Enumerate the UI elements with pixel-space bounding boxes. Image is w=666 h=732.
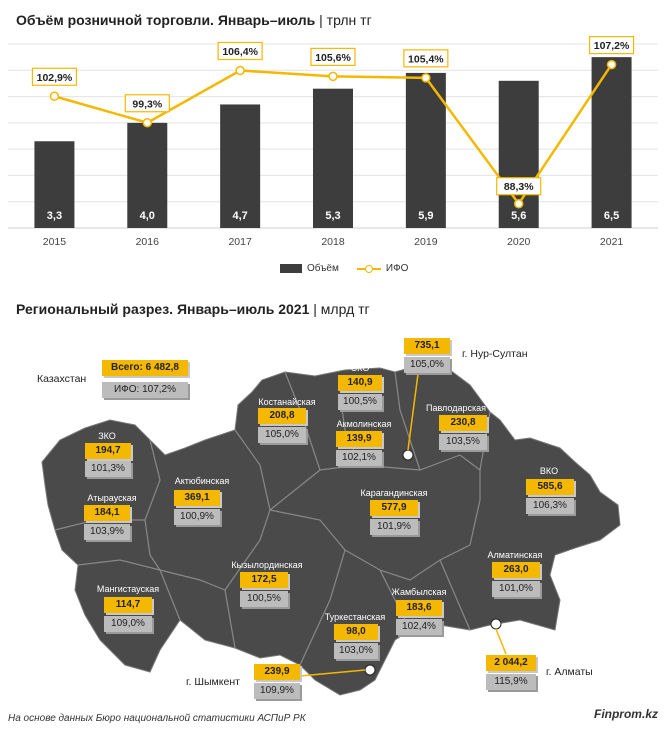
x-tick-label: 2017 xyxy=(228,236,252,248)
legend-label-volume: Объём xyxy=(307,263,339,274)
almaty-callout xyxy=(496,629,506,654)
city-value-shymkent: 239,9 xyxy=(254,664,300,680)
city-value-nur-sultan: 735,1 xyxy=(404,338,450,354)
x-tick-label: 2019 xyxy=(414,236,438,248)
legend-label-ifo: ИФО xyxy=(385,263,409,274)
bar-value-label: 5,6 xyxy=(511,210,527,222)
region-name-kostanay: Костанайская xyxy=(258,397,316,407)
region-value-zko: 194,7 xyxy=(85,443,131,459)
region-value-mangystau: 114,7 xyxy=(104,597,152,613)
bar-value-label: 3,3 xyxy=(46,210,63,222)
x-tick-label: 2015 xyxy=(42,236,67,248)
region-value-zhambyl: 183,6 xyxy=(396,600,442,616)
region-value-akmola: 139,9 xyxy=(336,431,382,447)
bar-value-label: 6,5 xyxy=(603,210,620,222)
region-ifo-vko: 106,3% xyxy=(526,498,574,514)
chart-title-unit: | трлн тг xyxy=(315,12,372,28)
region-ifo-zko: 101,3% xyxy=(85,461,131,477)
source-footer: На основе данных Бюро национальной статистики АСПиР РК xyxy=(8,713,306,724)
map-title-text: Региональный разрез. Январь–июль 2021 xyxy=(16,301,310,317)
region-value-almaty-region: 263,0 xyxy=(492,562,540,578)
bar-value-label: 5,3 xyxy=(325,210,341,222)
bar-value-label: 4,0 xyxy=(139,210,155,222)
ifo-value-label: 105,4% xyxy=(408,53,444,66)
x-tick-label: 2016 xyxy=(135,236,159,248)
region-ifo-aktobe: 100,9% xyxy=(174,509,220,525)
region-ifo-sko: 100,5% xyxy=(338,394,382,410)
ifo-value-label: 105,6% xyxy=(315,51,351,64)
region-value-kyzylorda: 172,5 xyxy=(240,572,288,588)
region-name-atyrau: Атырауская xyxy=(87,493,137,503)
city-ifo-shymkent: 109,9% xyxy=(254,683,300,699)
region-value-karaganda: 577,9 xyxy=(370,500,418,516)
city-ifo-almaty: 115,9% xyxy=(486,674,536,690)
almaty-marker xyxy=(491,619,501,629)
summary-ifo: ИФО: 107,2% xyxy=(102,382,188,398)
city-name-shymkent: г. Шымкент xyxy=(186,676,240,688)
ifo-value-label: 106,4% xyxy=(222,45,258,58)
region-name-pavlodar: Павлодарская xyxy=(426,403,486,413)
region-name-zhambyl: Жамбылская xyxy=(391,587,447,597)
region-name-kyzylorda: Кызылординская xyxy=(231,560,303,570)
ifo-value-label: 99,3% xyxy=(132,98,163,111)
region-value-atyrau: 184,1 xyxy=(84,505,130,521)
region-name-karaganda: Карагандинская xyxy=(360,488,428,498)
x-tick-label: 2020 xyxy=(507,236,531,248)
x-tick-label: 2021 xyxy=(599,236,624,248)
region-ifo-pavlodar: 103,5% xyxy=(439,434,487,450)
region-name-almaty-region: Алматинская xyxy=(487,550,543,560)
summary-total: Всего: 6 482,8 xyxy=(102,360,188,376)
region-ifo-atyrau: 103,9% xyxy=(84,524,130,540)
region-ifo-akmola: 102,1% xyxy=(336,450,382,466)
region-name-turkestan: Туркестанская xyxy=(324,612,386,622)
region-ifo-zhambyl: 102,4% xyxy=(396,619,442,635)
shymkent-marker xyxy=(365,665,375,675)
city-value-almaty: 2 044,2 xyxy=(486,655,536,671)
region-value-pavlodar: 230,8 xyxy=(439,415,487,431)
region-ifo-turkestan: 103,0% xyxy=(334,643,378,659)
region-value-aktobe: 369,1 xyxy=(174,490,220,506)
ifo-value-label: 107,2% xyxy=(593,40,630,53)
city-name-nur-sultan: г. Нур-Султан xyxy=(462,348,528,360)
region-value-kostanay: 208,8 xyxy=(258,408,306,424)
region-value-turkestan: 98,0 xyxy=(334,624,378,640)
region-ifo-almaty-region: 101,0% xyxy=(492,581,540,597)
summary-label: Казахстан xyxy=(37,373,87,385)
nur-sultan-marker xyxy=(403,450,413,460)
region-name-aktobe: Актюбинская xyxy=(174,476,230,486)
bar-value-label: 4,7 xyxy=(232,210,248,222)
region-name-akmola: Акмолинская xyxy=(336,419,392,429)
city-name-almaty: г. Алматы xyxy=(546,666,593,678)
ifo-value-label: 102,9% xyxy=(36,71,73,84)
region-name-zko: ЗКО xyxy=(98,431,116,441)
city-ifo-nur-sultan: 105,0% xyxy=(404,357,450,373)
region-ifo-kostanay: 105,0% xyxy=(258,427,306,443)
x-tick-label: 2018 xyxy=(321,236,345,248)
region-ifo-mangystau: 109,0% xyxy=(104,616,152,632)
region-ifo-kyzylorda: 100,5% xyxy=(240,591,288,607)
region-value-sko: 140,9 xyxy=(338,375,382,391)
region-name-sko: СКО xyxy=(350,363,370,373)
ifo-value-label: 88,3% xyxy=(503,181,534,194)
chart-title-text: Объём розничной торговли. Январь–июль xyxy=(16,12,316,28)
brand-logo-text: Finprom.kz xyxy=(593,707,658,721)
map-title-unit: | млрд тг xyxy=(309,301,370,317)
region-value-vko: 585,6 xyxy=(526,479,574,495)
bar-value-label: 5,9 xyxy=(418,210,434,222)
region-name-vko: ВКО xyxy=(539,466,559,476)
region-ifo-karaganda: 101,9% xyxy=(370,519,418,535)
region-name-mangystau: Мангистауская xyxy=(96,584,160,594)
